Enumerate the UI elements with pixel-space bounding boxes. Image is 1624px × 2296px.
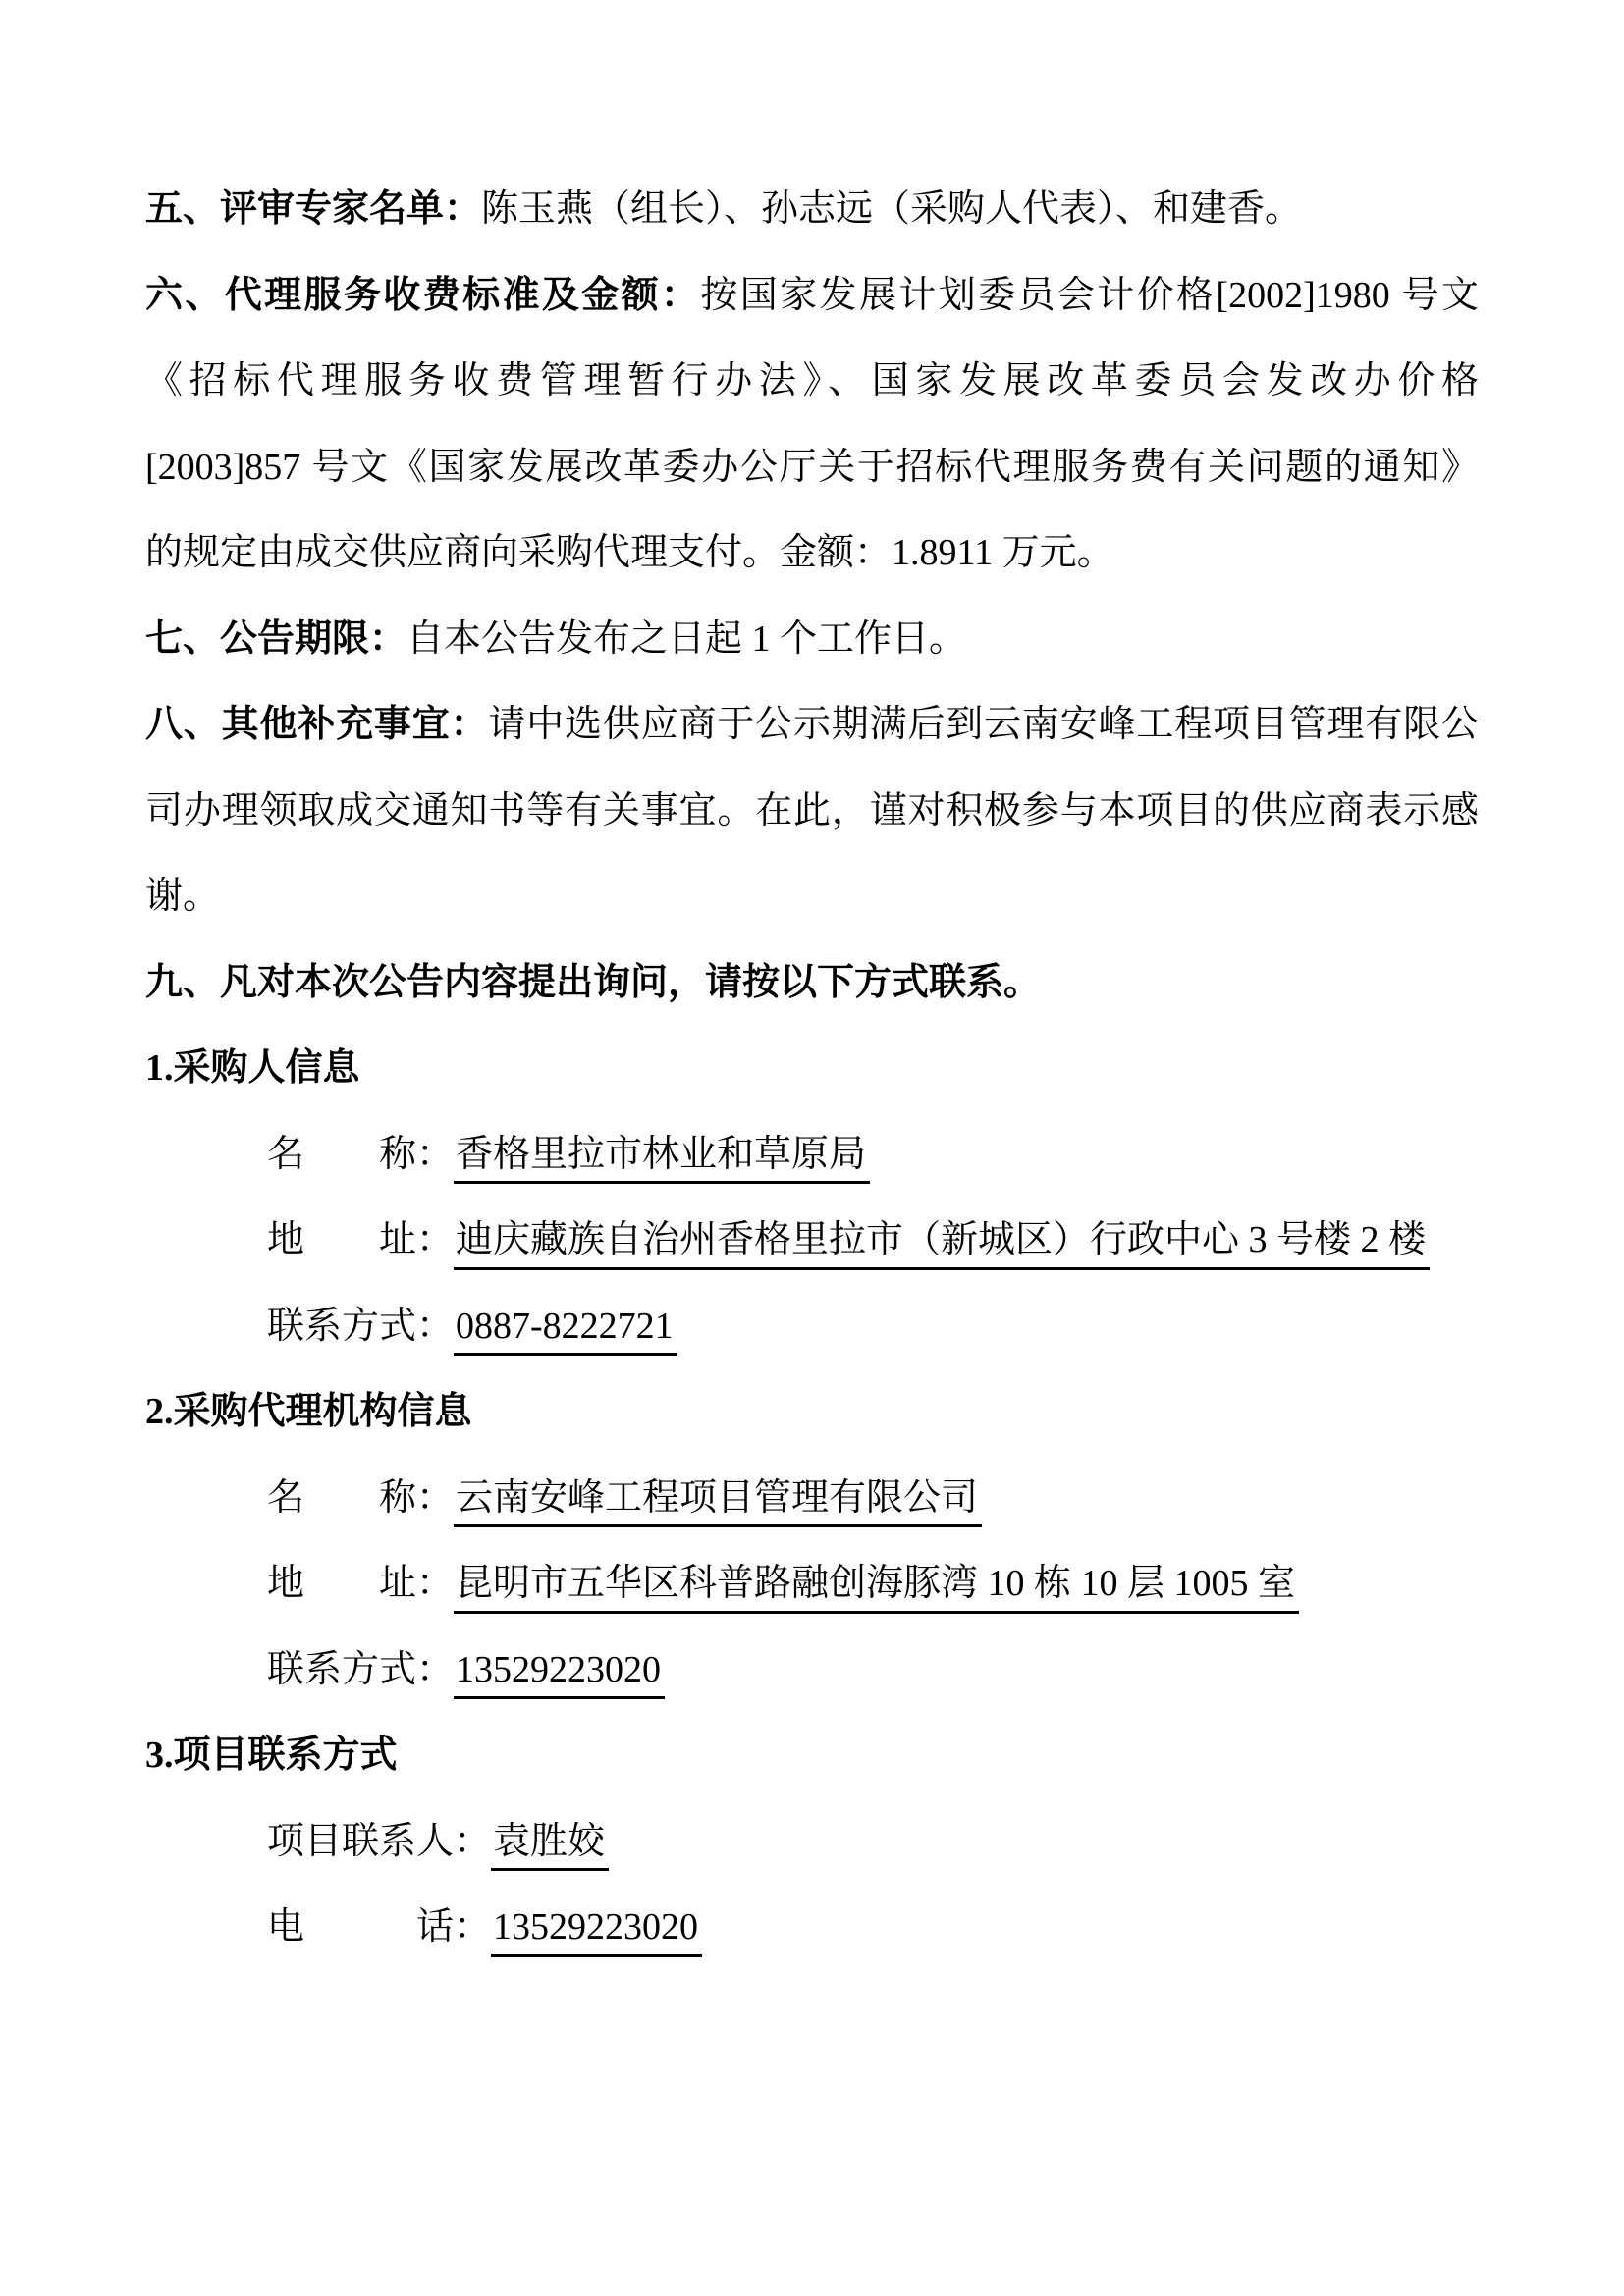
agency-address-value: 昆明市五华区科普路融创海豚湾 10 栋 10 层 1005 室 bbox=[454, 1563, 1299, 1614]
section-7-heading: 七、公告期限： bbox=[145, 617, 407, 660]
section-6-line-3 bbox=[145, 425, 1479, 511]
agency-name-value: 云南安峰工程项目管理有限公司 bbox=[454, 1477, 982, 1528]
buyer-address-line bbox=[145, 1198, 1479, 1284]
buyer-title: 1.采购人信息 bbox=[145, 1047, 360, 1089]
section-7-line bbox=[145, 597, 1479, 683]
buyer-contact-value: 0887-8222721 bbox=[454, 1306, 677, 1357]
section-8-line-1 bbox=[145, 682, 1479, 769]
agency-title-line bbox=[145, 1369, 1479, 1456]
section-8-heading: 八、其他补充事宜： bbox=[145, 704, 489, 745]
section-6-line-2 bbox=[145, 339, 1479, 425]
section-9-heading: 九、凡对本次公告内容提出询问，请按以下方式联系。 bbox=[145, 961, 1042, 1003]
project-person-label: 项目联系人： bbox=[267, 1820, 492, 1862]
section-6-heading: 六、代理服务收费标准及金额： bbox=[145, 274, 701, 316]
section-6-body-1: 按国家发展计划委员会计价格[2002]1980 号文 bbox=[700, 274, 1479, 316]
section-9-line bbox=[145, 940, 1479, 1027]
section-8-body-3: 谢。 bbox=[145, 876, 221, 917]
agency-name-label: 名 称： bbox=[267, 1476, 455, 1519]
agency-address-line bbox=[145, 1541, 1479, 1628]
section-8-line-3 bbox=[145, 854, 1479, 940]
project-person-line bbox=[145, 1799, 1479, 1886]
section-5-heading: 五、评审专家名单： bbox=[145, 188, 482, 230]
project-phone-line bbox=[145, 1885, 1479, 1971]
section-8-body-2: 司办理领取成交通知书等有关事宜。在此，谨对积极参与本项目的供应商表示感 bbox=[145, 789, 1479, 831]
section-6-body-2: 《招标代理服务收费管理暂行办法》、国家发展改革委员会发改办价格 bbox=[145, 360, 1479, 401]
section-6-line-4 bbox=[145, 510, 1479, 597]
agency-title: 2.采购代理机构信息 bbox=[145, 1391, 472, 1432]
project-person-value: 袁胜姣 bbox=[491, 1821, 609, 1872]
buyer-title-line bbox=[145, 1026, 1479, 1112]
project-title: 3.项目联系方式 bbox=[145, 1735, 398, 1776]
project-phone-value: 13529223020 bbox=[491, 1906, 702, 1957]
buyer-address-value: 迪庆藏族自治州香格里拉市（新城区）行政中心 3 号楼 2 楼 bbox=[454, 1219, 1430, 1270]
project-title-line bbox=[145, 1713, 1479, 1799]
agency-contact-label: 联系方式： bbox=[267, 1648, 455, 1690]
agency-contact-line bbox=[145, 1628, 1479, 1714]
section-6-body-4: 的规定由成交供应商向采购代理支付。金额：1.8911 万元。 bbox=[145, 532, 1114, 573]
agency-address-label: 地 址： bbox=[267, 1563, 455, 1604]
buyer-name-value: 香格里拉市林业和草原局 bbox=[454, 1134, 870, 1185]
buyer-name-line bbox=[145, 1112, 1479, 1199]
buyer-name-label: 名 称： bbox=[267, 1133, 455, 1175]
section-7-body: 自本公告发布之日起 1 个工作日。 bbox=[406, 617, 967, 660]
buyer-contact-label: 联系方式： bbox=[267, 1305, 455, 1347]
agency-name-line bbox=[145, 1456, 1479, 1542]
section-8-line-2 bbox=[145, 769, 1479, 855]
buyer-address-label: 地 址： bbox=[267, 1219, 455, 1260]
section-5-line bbox=[145, 167, 1479, 253]
project-phone-label: 电 话： bbox=[267, 1906, 492, 1948]
agency-contact-value: 13529223020 bbox=[454, 1649, 665, 1700]
section-5-body: 陈玉燕（组长）、孙志远（采购人代表）、和建香。 bbox=[481, 188, 1303, 230]
buyer-contact-line bbox=[145, 1284, 1479, 1370]
section-8-body-1: 请中选供应商于公示期满后到云南安峰工程项目管理有限公 bbox=[488, 704, 1479, 745]
section-6-line-1 bbox=[145, 253, 1479, 340]
section-6-body-3: [2003]857 号文《国家发展改革委办公厅关于招标代理服务费有关问题的通知》 bbox=[145, 446, 1479, 488]
